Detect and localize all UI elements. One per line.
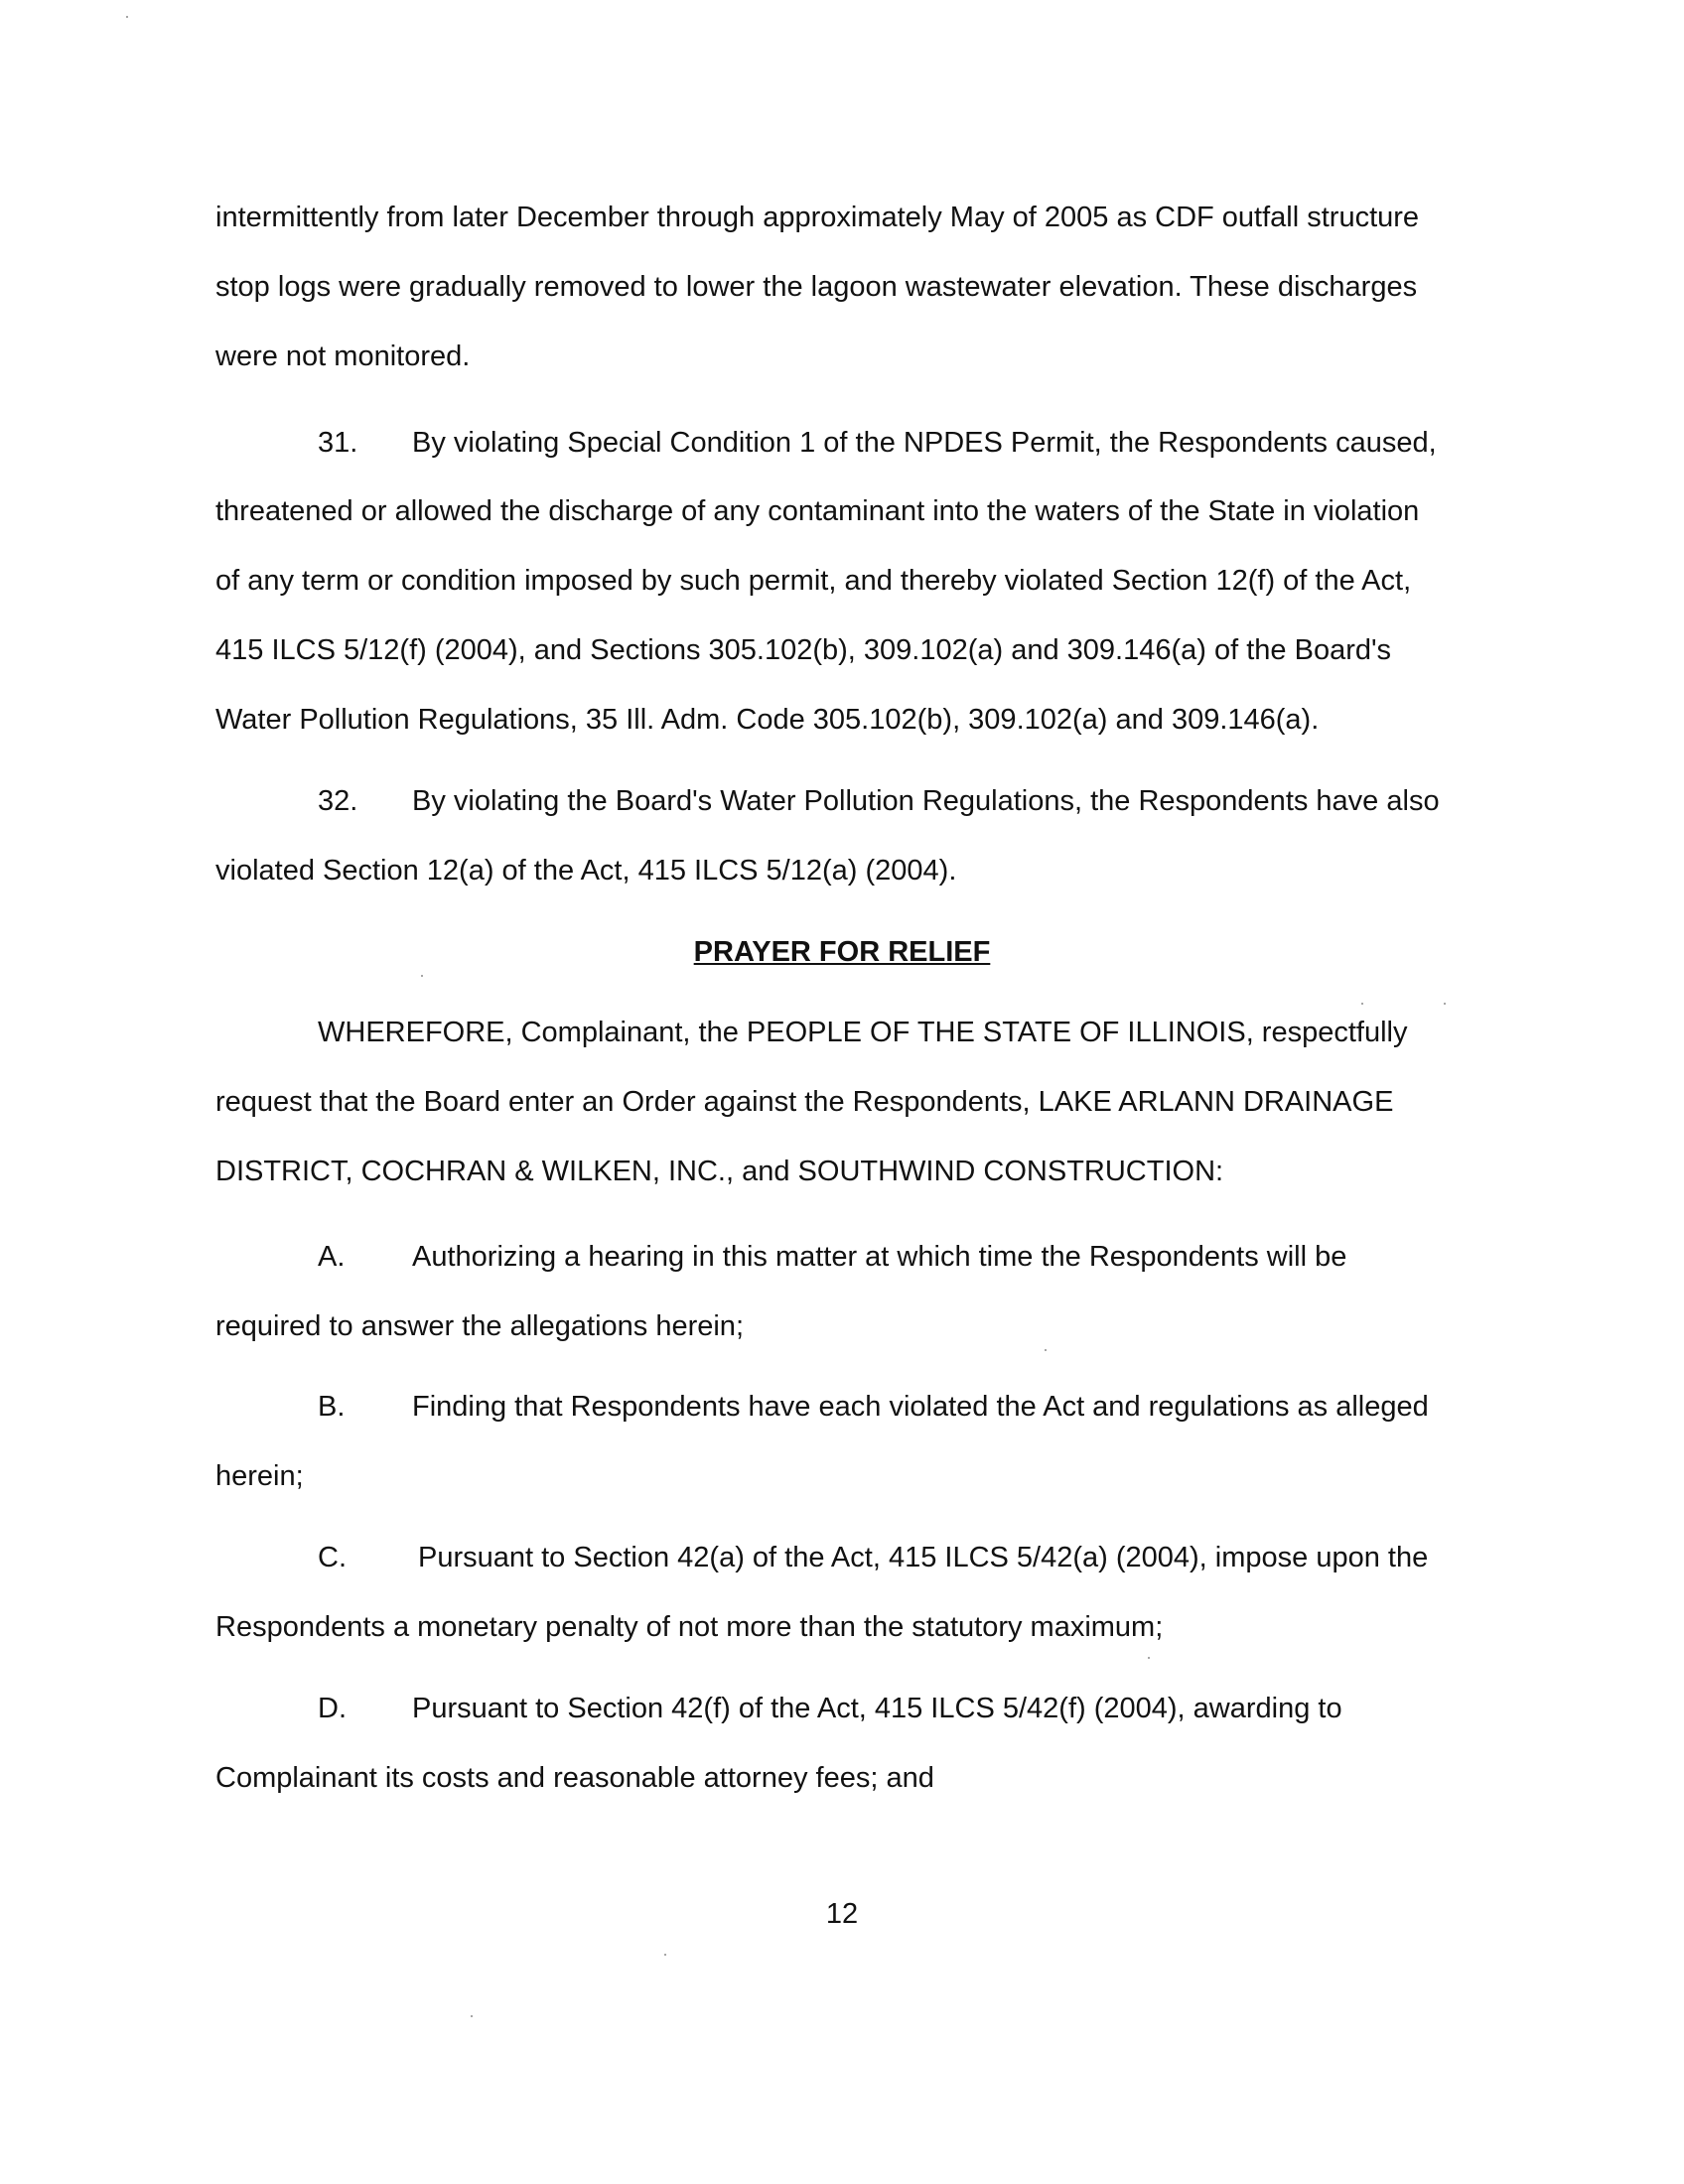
scan-speck	[471, 2015, 473, 2017]
para31-line-3: of any term or condition imposed by such permit, and thereby violated Section 12(f) of the Act,	[215, 565, 1412, 597]
scan-speck	[1045, 1349, 1047, 1351]
para32-first-line: By violating the Board's Water Pollution Regulations, the Respondents have also	[412, 785, 1440, 817]
item-c-first-line: Pursuant to Section 42(a) of the Act, 415 ILCS 5/42(a) (2004), impose upon the	[418, 1542, 1429, 1573]
para32-number: 32.	[318, 785, 358, 817]
para30-line-3: were not monitored.	[215, 341, 471, 372]
page-number: 12	[825, 1898, 859, 1930]
item-d-first-line: Pursuant to Section 42(f) of the Act, 415 ILCS 5/42(f) (2004), awarding to	[412, 1693, 1342, 1724]
para31-first-line: By violating Special Condition 1 of the NPDES Permit, the Respondents caused,	[412, 427, 1437, 459]
scan-speck	[664, 1954, 666, 1956]
para31-line-4: 415 ILCS 5/12(f) (2004), and Sections 305.102(b), 309.102(a) and 309.146(a) of the Board's	[215, 634, 1392, 666]
para31-number: 31.	[318, 427, 358, 459]
item-b-label: B.	[318, 1391, 346, 1423]
scan-speck	[1148, 1657, 1150, 1659]
para32-line-2: violated Section 12(a) of the Act, 415 ILCS 5/12(a) (2004).	[215, 855, 957, 887]
item-a-line-2: required to answer the allegations herein;	[215, 1310, 744, 1342]
para30-line-2: stop logs were gradually removed to lower the lagoon wastewater elevation. These discharges	[215, 271, 1418, 303]
item-c-line-2: Respondents a monetary penalty of not more than the statutory maximum;	[215, 1611, 1164, 1643]
scan-speck	[1361, 1003, 1363, 1005]
prayer-for-relief-heading: PRAYER FOR RELIEF	[693, 936, 991, 968]
para30-line-1: intermittently from later December through approximately May of 2005 as CDF outfall structure	[215, 202, 1420, 233]
wherefore-line-3: DISTRICT, COCHRAN & WILKEN, INC., and SOUTHWIND CONSTRUCTION:	[215, 1156, 1224, 1187]
item-d-line-2: Complainant its costs and reasonable attorney fees; and	[215, 1762, 934, 1794]
item-b-first-line: Finding that Respondents have each violated the Act and regulations as alleged	[412, 1391, 1429, 1423]
para31-line-2: threatened or allowed the discharge of any contaminant into the waters of the State in violation	[215, 495, 1420, 527]
para31-line-5: Water Pollution Regulations, 35 Ill. Adm. Code 305.102(b), 309.102(a) and 309.146(a).	[215, 704, 1320, 736]
item-a-label: A.	[318, 1241, 346, 1273]
wherefore-first-line: WHEREFORE, Complainant, the PEOPLE OF THE STATE OF ILLINOIS, respectfully	[318, 1017, 1408, 1048]
wherefore-line-2: request that the Board enter an Order against the Respondents, LAKE ARLANN DRAINAGE	[215, 1086, 1394, 1118]
item-a-first-line: Authorizing a hearing in this matter at which time the Respondents will be	[412, 1241, 1347, 1273]
scan-speck	[1444, 1003, 1446, 1005]
item-b-line-2: herein;	[215, 1460, 304, 1492]
item-c-label: C.	[318, 1542, 347, 1573]
scan-speck	[126, 16, 128, 18]
scan-speck	[421, 975, 423, 977]
item-d-label: D.	[318, 1693, 347, 1724]
